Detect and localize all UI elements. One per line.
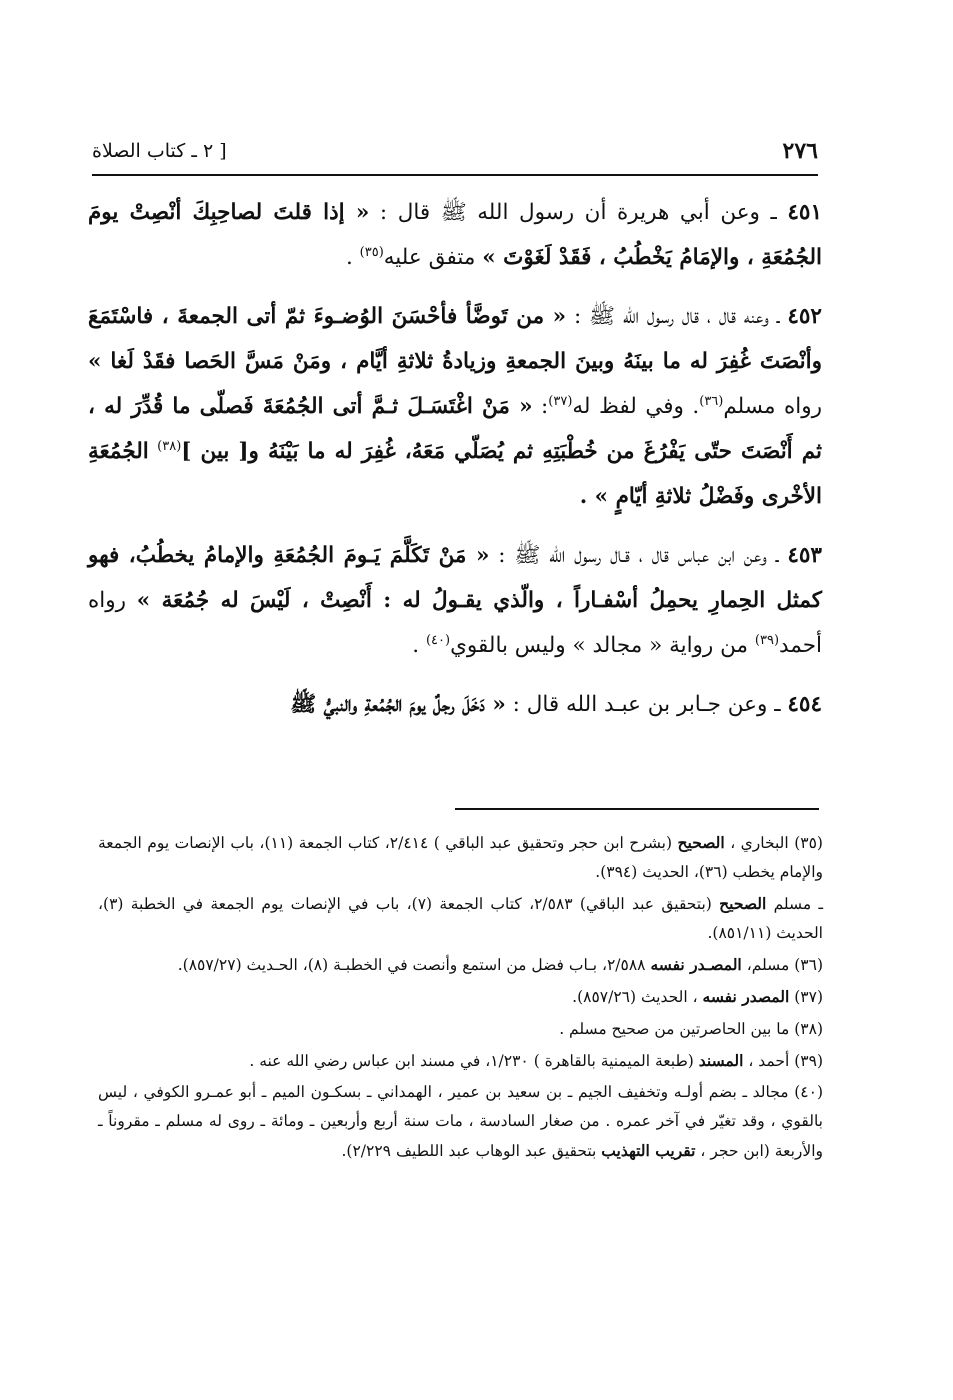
hadith-453 (88, 533, 822, 668)
footnote-text: (طبعة الميمنية بالقاهرة ) ١/٢٣٠، في مسند ابن عباس رضي الله عنه . (249, 1052, 694, 1070)
footnote-book-title: المصـدر نفسه (650, 955, 742, 974)
footnote-separator (455, 808, 819, 810)
hadith-number: ٤٥٢ (787, 304, 822, 329)
hadith-number: ٤٥٤ (787, 692, 822, 717)
footnote-39 (98, 1046, 823, 1076)
footnote-text: (بشرح ابن حجر وتحقيق عبد الباقي ) ٢/٤١٤، كتاب الجمعة (١١)، باب الإنصات يوم الجمعة والإمام يخطب (٣٦)، الحديث (٣٩٤). (98, 834, 823, 881)
hadith-source: رواه مسلم (723, 394, 823, 419)
running-title: [ ٢ ـ كتاب الصلاة (92, 140, 227, 162)
footnote-number: (٣٨) (794, 1020, 823, 1038)
footnote-number: (٣٦) (794, 956, 823, 974)
page-number: ٢٧٦ (782, 138, 818, 164)
footnote-37 (98, 982, 823, 1012)
footnote-number: (٣٥) (794, 834, 823, 852)
footnote-ref: (٣٦) (699, 393, 724, 409)
hadith-source: رواه أحمد (88, 588, 822, 658)
hadith-quote-3: الجُمُعَةِ الأخْرى وفَضْلُ ثلاثةِ أيّامٍ » . (88, 439, 822, 509)
footnote-book-title: الصحيح (677, 833, 725, 852)
footnote-text: مجالد ـ بضم أولـه وتخفيف الجيم ـ بن سعيد بن عمير ، الهمداني ـ بسكـون الميم ـ أبو عمـرو الكوفي ، ليس بالقوي ، وقد تغيّر في آخر عمره . من صغار السادسة ، مات سنة أربع وأربعين ـ ومائة ـ روى له مسلم ـ مقروناً ـ والأربعة (ابن حجر ، (98, 1083, 823, 1160)
hadith-intro: ـ وعن جـابر بن عبـد الله قال : (512, 692, 781, 717)
hadith-source-2: . وفي لفظ له (572, 394, 700, 419)
footnote-40 (98, 1078, 823, 1166)
hadith-number: ٤٥٣ (787, 543, 822, 568)
colon: : (541, 394, 549, 419)
footnote-book-title: المسند (698, 1051, 744, 1070)
hadith-quote-2: « مَنْ اغْتَسَـلَ ثـمَّ أتى الجُمُعَةَ فَصلّى ما قُدِّرَ له ، ثم أَنْصَتَ حتّى يَفْرُغَ من خُطْبَتِهِ ثم يُصَلّي مَعَهُ، غُفِرَ له ما بَيْنَهُ و[ بين ] (88, 394, 822, 464)
footnote-number: (٣٧) (794, 988, 823, 1006)
footnote-ref: (٣٨) (157, 438, 182, 454)
hadith-454 (88, 682, 822, 727)
footnote-text: ما بين الحاصرتين من صحيح مسلم . (559, 1020, 790, 1038)
footnotes (98, 828, 823, 1168)
footnote-number: (٣٩) (794, 1052, 823, 1070)
header-rule (92, 174, 818, 176)
hadith-452 (88, 294, 822, 519)
hadith-intro: ـ وعنه قال ، قال رسول الله ﷺ : (573, 304, 780, 329)
footnote-text: البخاري ، (730, 834, 789, 852)
hadith-number: ٤٥١ (787, 200, 823, 225)
period: . (412, 633, 420, 658)
footnote-text: (بتحقيق عبد الباقي) ٢/٥٨٣، كتاب الجمعة (٧)، باب في الإنصات يوم الجمعة في الخطبة (٣)، الحديث (٨٥١/١١). (98, 895, 823, 942)
footnote-text: ٢/٥٨٨، بـاب فضل من استمع وأنصت في الخطبـة (٨)، الحـديث (٨٥٧/٢٧). (177, 956, 646, 974)
footnote-text: ، الحديث (٨٥٧/٢٦). (572, 988, 698, 1006)
footnote-ref: (٣٩) (754, 632, 780, 648)
footnote-number: (٤٠) (794, 1083, 823, 1101)
footnote-35 (98, 828, 823, 887)
hadith-intro: ـ وعن أبي هريرة أن رسول الله ﷺ قال : (379, 200, 777, 225)
footnote-text: أحمد ، (748, 1052, 790, 1070)
hadith-quote: « دَخَلَ رجلٌ يومَ الجُمُعةِ والنبيُّ ﷺ (290, 692, 506, 717)
hadith-quote: « من تَوضَّأ فأحْسَنَ الوُضـوءَ ثمّ أتى الجمعةَ ، فاسْتَمَعَ وأنْصَتَ غُفِرَ له ما بينَهُ وبينَ الجمعةِ وزيادةُ ثلاثةِ أيَّام ، ومَنْ مَسَّ الحَصا فقَدْ لَغا » (88, 304, 822, 374)
period: . (345, 245, 353, 270)
footnote-text: ـ مسلم (773, 895, 824, 913)
footnote-book-title: المصدر نفسه (702, 987, 790, 1006)
footnote-ref: (٤٠) (425, 632, 451, 648)
footnote-text: بتحقيق عبد الوهاب عبد اللطيف ٢/٢٢٩). (341, 1142, 597, 1160)
footnote-35-muslim (98, 889, 823, 948)
page-header (92, 138, 818, 172)
hadith-source: متفق عليه (383, 245, 476, 270)
footnote-38 (98, 1014, 823, 1044)
footnote-ref: (٣٥) (359, 244, 384, 260)
footnote-36 (98, 950, 823, 980)
footnote-text: مسلم، (746, 956, 790, 974)
hadith-quote: « مَنْ تَكَلَّمَ يَـومَ الجُمُعَةِ والإمامُ يخطُبُ، فهو كمثل الحِمارِ يحمِلُ أسْفـاراً ، والّذي يقـولُ له : أَنْصِتْ ، لَيْسَ له جُمُعَة » (88, 543, 822, 613)
footnote-ref: (٣٧) (548, 393, 573, 409)
footnote-book-title: الصحيح (719, 894, 767, 913)
hadith-source-2: من رواية « مجالد » وليس بالقوي (450, 633, 749, 658)
hadith-intro: ـ وعن ابن عباس قال ، قـال رسول الله ﷺ : (498, 543, 779, 568)
main-text (88, 190, 822, 741)
footnote-book-title: تقريب التهذيب (601, 1141, 696, 1160)
hadith-451 (88, 190, 822, 280)
hadith-quote: « إذا قلتَ لصاحِبِكَ أنْصِتْ يومَ الجُمُعَةِ ، والإمَامُ يَخْطُبُ ، فَقَدْ لَغَوْتَ » (88, 200, 822, 270)
